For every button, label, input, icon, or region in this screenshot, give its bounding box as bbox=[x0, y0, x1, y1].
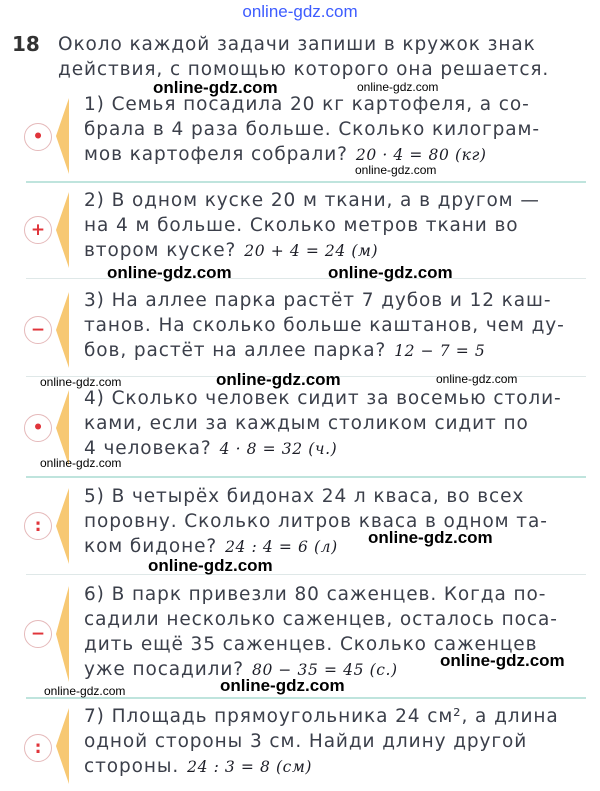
site-header-watermark: online-gdz.com bbox=[242, 2, 358, 21]
problem-line: на 4 м больше. Сколько метров ткани во bbox=[84, 215, 519, 236]
sign-circle: • bbox=[24, 123, 52, 151]
problem-3 bbox=[0, 284, 600, 376]
watermark: online-gdz.com bbox=[355, 163, 437, 177]
handwritten-answer: 24 : 4 = 6 (л) bbox=[225, 538, 338, 556]
problem-1 bbox=[0, 88, 600, 178]
problem-line-text: уже посадили? bbox=[84, 659, 244, 680]
problem-line: садили несколько саженцев, осталось поса- bbox=[84, 609, 558, 630]
problem-5 bbox=[0, 480, 600, 572]
problem-line: 7) Площадь прямоугольника 24 см², а длина bbox=[84, 706, 559, 727]
problem-line: 6) В парк привезли 80 саженцев. Когда по- bbox=[84, 584, 547, 605]
watermark: online-gdz.com bbox=[148, 556, 273, 575]
marker-icon bbox=[54, 98, 70, 174]
marker-icon bbox=[54, 708, 70, 784]
watermark: online-gdz.com bbox=[44, 684, 126, 698]
watermark: online-gdz.com bbox=[216, 370, 341, 389]
problem-line-text: втором куске? bbox=[84, 240, 237, 261]
sign-circle: + bbox=[24, 216, 52, 244]
problem-line: танов. На сколько больше каштанов, чем ду- bbox=[84, 315, 565, 336]
watermark: online-gdz.com bbox=[153, 78, 278, 97]
problem-line: 3) На аллее парка растёт 7 дубов и 12 каш- bbox=[84, 290, 552, 311]
problem-line-text: 4 человека? bbox=[84, 438, 212, 459]
problem-text bbox=[84, 484, 584, 560]
problem-2 bbox=[0, 184, 600, 276]
watermark: online-gdz.com bbox=[436, 372, 518, 386]
instruction-line: Около каждой задачи запиши в кружок знак bbox=[58, 34, 536, 55]
watermark: online-gdz.com bbox=[40, 456, 122, 470]
divider bbox=[26, 181, 586, 183]
task-number: 18 bbox=[12, 32, 40, 56]
problem-text bbox=[84, 92, 584, 168]
problem-line-text: стороны. bbox=[84, 756, 180, 777]
problem-line: 1) Семья посадила 20 кг картофеля, а со- bbox=[84, 94, 530, 115]
watermark: online-gdz.com bbox=[328, 263, 453, 282]
divider bbox=[26, 476, 586, 478]
marker-icon bbox=[54, 488, 70, 564]
problem-text bbox=[84, 188, 584, 264]
sign-circle: • bbox=[24, 414, 52, 442]
problem-line: ками, если за каждым столиком сидит по bbox=[84, 413, 529, 434]
problem-line-text: бов, растёт на аллее парка? bbox=[84, 340, 387, 361]
handwritten-answer: 20 · 4 = 80 (кг) bbox=[355, 146, 487, 164]
handwritten-answer: 80 − 35 = 45 (с.) bbox=[251, 661, 398, 679]
watermark: online-gdz.com bbox=[368, 528, 493, 547]
sign-circle: − bbox=[24, 620, 52, 648]
handwritten-answer: 20 + 4 = 24 (м) bbox=[244, 242, 379, 260]
problem-line: 4) Сколько человек сидит за восемью столи- bbox=[84, 388, 562, 409]
handwritten-answer: 12 − 7 = 5 bbox=[394, 342, 486, 360]
problem-line-text: мов картофеля собрали? bbox=[84, 144, 348, 165]
watermark: online-gdz.com bbox=[107, 263, 232, 282]
problem-line: поровну. Сколько литров кваса в одном та- bbox=[84, 511, 548, 532]
problem-7 bbox=[0, 700, 600, 790]
problem-line: 2) В одном куске 20 м ткани, а в другом — bbox=[84, 190, 540, 211]
handwritten-answer: 4 · 8 = 32 (ч.) bbox=[219, 440, 338, 458]
task-instruction bbox=[58, 32, 593, 82]
problem-line: 5) В четырёх бидонах 24 л кваса, во всех bbox=[84, 486, 525, 507]
watermark: online-gdz.com bbox=[357, 80, 439, 94]
problem-line: дить ещё 35 саженцев. Сколько саженцев bbox=[84, 634, 538, 655]
problem-line bbox=[84, 142, 584, 168]
problem-line bbox=[84, 238, 584, 264]
problem-line bbox=[84, 436, 584, 462]
marker-icon bbox=[54, 586, 70, 682]
problem-line: брала в 4 раза больше. Сколько килограм- bbox=[84, 119, 540, 140]
problem-line-text: ком бидоне? bbox=[84, 536, 218, 557]
handwritten-answer: 24 : 3 = 8 (см) bbox=[187, 758, 313, 776]
sign-circle: : bbox=[24, 734, 52, 762]
problem-text bbox=[84, 288, 584, 364]
problem-text bbox=[84, 386, 584, 462]
divider bbox=[26, 574, 586, 575]
marker-icon bbox=[54, 390, 70, 466]
instruction-line: действия, с помощью которого она решается. bbox=[58, 59, 550, 80]
marker-icon bbox=[54, 192, 70, 268]
marker-icon bbox=[54, 292, 70, 368]
problem-line: одной стороны 3 см. Найди длину другой bbox=[84, 731, 528, 752]
problem-text bbox=[84, 704, 584, 780]
problem-line bbox=[84, 754, 584, 780]
watermark: online-gdz.com bbox=[220, 676, 345, 695]
problem-line bbox=[84, 338, 584, 364]
sign-circle: : bbox=[24, 512, 52, 540]
watermark: online-gdz.com bbox=[440, 651, 565, 670]
watermark: online-gdz.com bbox=[40, 375, 122, 389]
sign-circle: − bbox=[24, 316, 52, 344]
